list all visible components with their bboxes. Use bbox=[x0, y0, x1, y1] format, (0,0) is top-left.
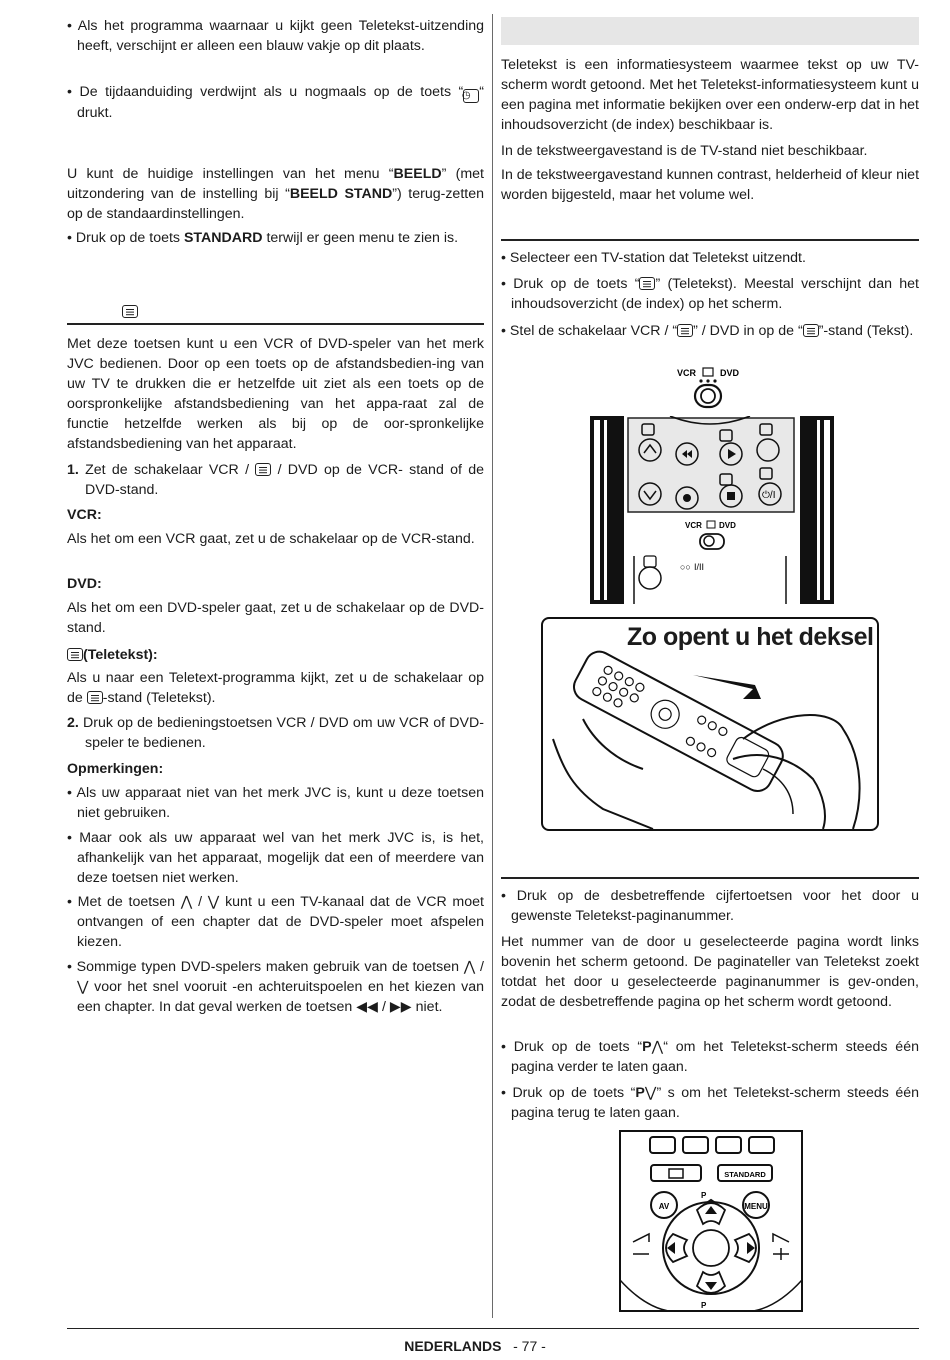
column-separator bbox=[492, 14, 493, 1318]
page-counter-text: Het nummer van de door u geselecteerde pagina wordt links bovenin het scherm getoond. De paginateller van Teletekst zoekt totdat het door u geselecteerde paginanummer is gev-onden, zodat de desbetreffende pagina op het scherm wordt getoond. bbox=[501, 934, 919, 1010]
chevron-up-icon: ⋀ bbox=[463, 959, 476, 975]
switch-dvd-label: DVD bbox=[720, 368, 740, 378]
section-rule bbox=[501, 239, 919, 241]
page-number: - 77 - bbox=[513, 1338, 546, 1354]
page-footer bbox=[0, 1336, 950, 1356]
remote-closeup-illustration bbox=[590, 416, 834, 604]
dvd-text: Als het om een DVD-speler gaat, zet u de schakelaar op de DVD-stand. bbox=[67, 600, 484, 636]
illustration-caption: Zo opent u het deksel bbox=[627, 623, 874, 651]
note-4: • Sommige typen DVD-spelers maken gebruik van de toetsen ⋀ / ⋁ voor het snel vooruit -en achteruitspoelen en het kiezen van een chapter. In dat geval werken de toetsen ◀◀ / ▶▶ niet. bbox=[67, 959, 484, 1015]
bullet-switch-text: • Stel de schakelaar VCR / “ ” / DVD in op de “ ”-stand (Tekst). bbox=[501, 323, 914, 339]
teletext-note-volume: In de tekstweergavestand kunnen contrast, helderheid of kleur niet worden bijgesteld, maar het volume wel. bbox=[501, 167, 920, 203]
clock-icon: ◷ bbox=[463, 89, 479, 103]
teletext-icon bbox=[639, 277, 655, 290]
bullet-standard-key: • Druk op de toets STANDARD terwijl er geen menu te zien is. bbox=[67, 230, 459, 246]
footer-rule bbox=[67, 1328, 919, 1329]
vcr-text: Als het om een VCR gaat, zet u de schakelaar op de VCR-stand. bbox=[67, 531, 475, 547]
bullet-page-number: • Druk op de desbetreffende cijfertoetsen voor het door u gewenste Teletekst-paginanummer. bbox=[501, 888, 919, 924]
teletext-note-tv: In de tekstweergavestand is de TV-stand niet beschikbaar. bbox=[501, 143, 868, 159]
chevron-down-icon: ⋁ bbox=[207, 894, 220, 910]
hands-remote-drawing bbox=[543, 619, 877, 829]
switch-dvd-label-small: DVD bbox=[719, 521, 736, 530]
teletext-icon bbox=[87, 691, 103, 704]
switch-vcr-label: VCR bbox=[677, 368, 697, 378]
chevron-down-icon: ⋁ bbox=[77, 979, 89, 995]
footer-language: NEDERLANDS bbox=[404, 1338, 502, 1354]
teletext-heading: (Teletekst): bbox=[67, 645, 484, 665]
remote-navigation-illustration bbox=[619, 1130, 803, 1312]
bullet-teletext-blue-box: • Als het programma waarnaar u kijkt geen Teletekst-uitzending heeft, verschijnt er alleen een blauw vakje op dit plaats. bbox=[67, 18, 484, 54]
step-2: 2. Druk op de bedieningstoetsen VCR / DVD om uw VCR of DVD-speler te bedienen. bbox=[67, 715, 484, 751]
chevron-up-icon: ⋀ bbox=[651, 1039, 664, 1055]
bullet-page-down: • Druk op de toets “P⋁” s om het Teletekst-scherm steeds één pagina terug te laten gaan. bbox=[501, 1085, 919, 1121]
note-1: • Als uw apparaat niet van het merk JVC is, kunt u deze toetsen niet gebruiken. bbox=[67, 785, 484, 821]
section-rule bbox=[67, 323, 484, 325]
svg-text:⏻/I: ⏻/I bbox=[762, 490, 776, 501]
vcr-heading: VCR: bbox=[67, 507, 102, 523]
teletext-intro: Teletekst is een informatiesysteem waarmee tekst op uw TV-scherm wordt getoond. Met het Teletekst-informatiesysteem kunt u een pagina met informatie bekijken over een onderw-erp dat in het inhoudsoverzicht (de index) beschikbaar is. bbox=[501, 57, 919, 133]
teletext-icon bbox=[677, 324, 693, 337]
rewind-icon: ◀◀ bbox=[356, 999, 379, 1015]
bullet-select-station: • Selecteer een TV-station dat Teletekst uitzendt. bbox=[501, 250, 806, 266]
teletext-icon bbox=[67, 648, 83, 661]
p-up-label: P bbox=[701, 1191, 707, 1200]
bullet-press-teletext: • Druk op de toets “ ” (Teletekst). Meestal verschijnt dan het inhoudsoverzicht (de index) op het scherm. bbox=[501, 276, 919, 312]
bullet-page-up: • Druk op de toets “P⋀“ om het Teletekst-scherm steeds één pagina verder te laten gaan. bbox=[501, 1039, 919, 1075]
note-2: • Maar ook als uw apparaat wel van het merk JVC is, is het, afhankelijk van het apparaat, mogelijk dat een of meerdere van deze toetsen niet werken. bbox=[67, 830, 484, 886]
teletext-icon bbox=[255, 463, 271, 476]
open-cover-illustration bbox=[541, 617, 879, 831]
step-1: 1. Zet de schakelaar VCR / / DVD op de VCR- stand of de DVD-stand. bbox=[67, 462, 484, 498]
fast-forward-icon: ▶▶ bbox=[389, 999, 412, 1015]
p-down-label: P bbox=[701, 1301, 707, 1310]
standard-key-label: STANDARD bbox=[724, 1170, 766, 1179]
notes-heading: Opmerkingen: bbox=[67, 761, 164, 777]
jvc-intro: Met deze toetsen kunt u een VCR of DVD-speler van het merk JVC bedienen. Door op een toets op de afstandsbedien-ing van uw TV te drukken die er hetzelfde uit ziet als een toets op de oorspronkelijke afstandsbediening van het appa-raat zal de functie hetzelfde werken als bij op de oor-spronkelijke afstandsbediening van het apparaat. bbox=[67, 336, 484, 452]
menu-key-label: MENU bbox=[744, 1202, 768, 1211]
chevron-up-icon: ⋀ bbox=[180, 894, 193, 910]
teletext-icon bbox=[803, 324, 819, 337]
section-rule bbox=[501, 877, 919, 879]
chevron-down-icon: ⋁ bbox=[644, 1085, 657, 1101]
svg-text:○○: ○○ bbox=[680, 562, 691, 572]
switch-vcr-label-small: VCR bbox=[685, 521, 702, 530]
note-3: • Met de toetsen ⋀ / ⋁ kunt u een TV-kanaal dat de VCR moet ontvangen of een chapter dat de DVD-speler moet afspelen kiezen. bbox=[67, 894, 484, 950]
mono-stereo-label: I/II bbox=[694, 562, 705, 572]
av-key-label: AV bbox=[658, 1202, 670, 1211]
bullet-time-display: • De tijdaanduiding verdwijnt als u nogmaals op de toets “◷ “ drukt. bbox=[67, 84, 484, 121]
vcr-dvd-switch-illustration bbox=[671, 364, 751, 412]
section-header-bar bbox=[501, 17, 919, 45]
dvd-heading: DVD: bbox=[67, 576, 102, 592]
teletext-text: Als u naar een Teletext-programma kijkt, zet u de schakelaar op de -stand (Teletekst). bbox=[67, 670, 484, 706]
teletext-icon bbox=[122, 305, 138, 318]
standard-intro: U kunt de huidige instellingen van het menu “BEELD” (met uitzondering van de instelling bij “BEELD STAND”) terug-zetten op de standaardinstellingen. bbox=[67, 166, 484, 222]
